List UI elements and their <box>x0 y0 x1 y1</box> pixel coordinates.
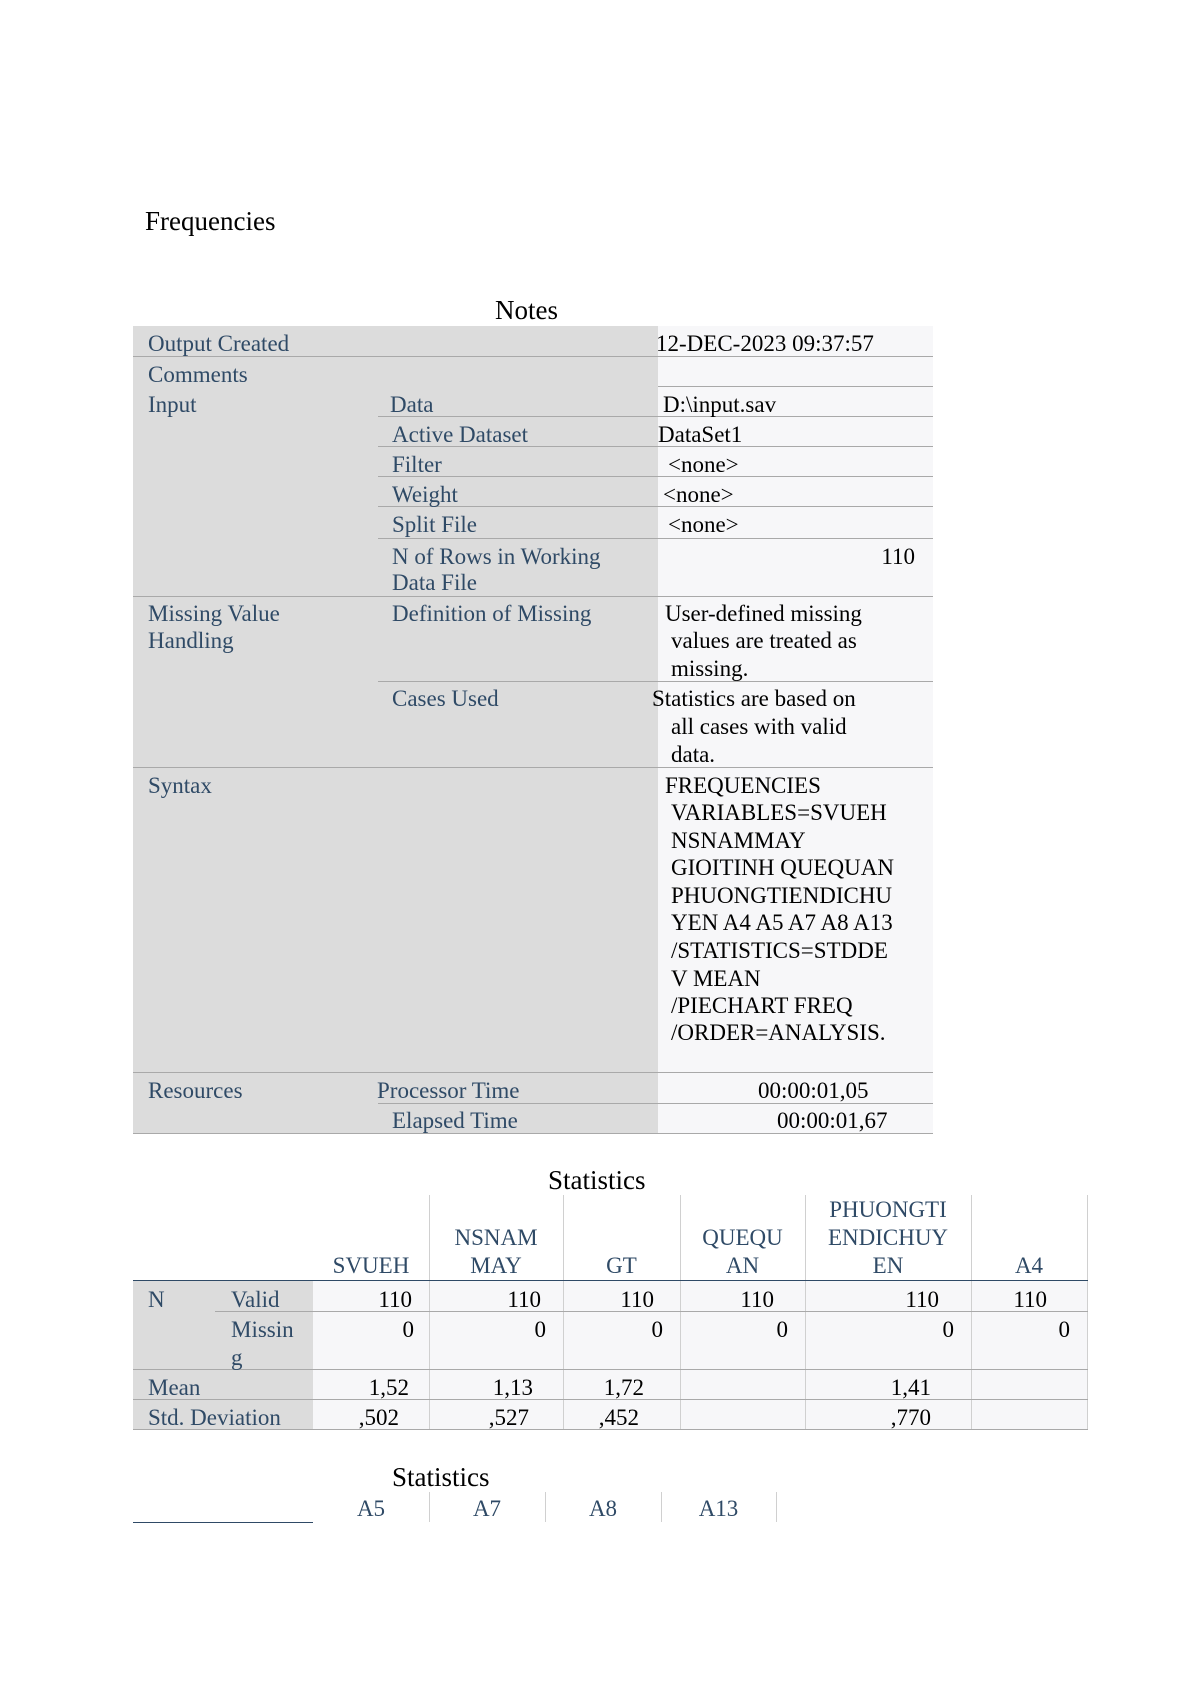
value-cases-used-line: all cases with valid <box>671 714 847 739</box>
value-cases-used-line: Statistics are based on <box>652 686 856 711</box>
label-syntax: Syntax <box>148 773 212 798</box>
syntax-line: /ORDER=ANALYSIS. <box>671 1020 886 1045</box>
syntax-line: PHUONGTIENDICHU <box>671 883 893 908</box>
cell-valid: 110 <box>740 1287 774 1312</box>
label-elapsed-time: Elapsed Time <box>392 1108 518 1133</box>
value-n-rows: 110 <box>881 544 915 569</box>
row-divider <box>378 506 933 507</box>
body-col-separator <box>1087 1281 1088 1430</box>
notes-title: Notes <box>495 295 558 325</box>
row-divider <box>133 596 933 597</box>
syntax-line: V MEAN <box>671 966 761 991</box>
cell-valid: 110 <box>905 1287 939 1312</box>
row-divider <box>133 1369 1088 1370</box>
cell-missing: 0 <box>776 1317 788 1342</box>
label-input: Input <box>148 392 197 417</box>
cell-std: ,502 <box>358 1405 399 1430</box>
value-processor-time: 00:00:01,05 <box>758 1078 869 1103</box>
value-definition-line: missing. <box>671 656 749 681</box>
cell-mean: 1,41 <box>890 1375 931 1400</box>
syntax-line: /STATISTICS=STDDE <box>671 938 888 963</box>
column-header: GT <box>606 1253 637 1278</box>
row-label-missing: Missin <box>231 1317 294 1342</box>
header-col-separator <box>776 1492 777 1522</box>
label-split-file: Split File <box>392 512 477 537</box>
syntax-line: FREQUENCIES <box>665 773 821 798</box>
label-missing-l2: Handling <box>148 628 234 653</box>
row-label-n: N <box>148 1287 165 1312</box>
row-divider <box>378 681 933 682</box>
label-definition-missing: Definition of Missing <box>392 601 592 626</box>
cell-missing: 0 <box>1058 1317 1070 1342</box>
column-header: AN <box>725 1253 760 1278</box>
cell-std: ,770 <box>890 1405 931 1430</box>
label-cases-used: Cases Used <box>392 686 499 711</box>
label-n-rows-l2: Data File <box>392 570 477 595</box>
label-weight: Weight <box>392 482 458 507</box>
column-header: PHUONGTI <box>829 1197 947 1222</box>
cell-valid: 110 <box>378 1287 412 1312</box>
column-header: A5 <box>356 1496 386 1521</box>
label-processor-time: Processor Time <box>377 1078 520 1103</box>
cell-std: ,527 <box>488 1405 529 1430</box>
syntax-line: GIOITINH QUEQUAN <box>671 855 894 880</box>
header-col-separator <box>1087 1195 1088 1280</box>
column-header: A4 <box>1014 1253 1044 1278</box>
value-output-created: 12-DEC-2023 09:37:57 <box>656 331 874 356</box>
value-active-dataset: DataSet1 <box>658 422 743 447</box>
row-label-mean: Mean <box>148 1375 201 1400</box>
label-resources: Resources <box>148 1078 243 1103</box>
cell-missing: 0 <box>402 1317 414 1342</box>
row-divider <box>378 416 933 417</box>
value-definition-line: User-defined missing <box>665 601 862 626</box>
label-n-rows-l1: N of Rows in Working <box>392 544 601 569</box>
value-cases-used-line: data. <box>671 742 716 767</box>
syntax-line: VARIABLES=SVUEH <box>671 800 887 825</box>
statistics-title-1: Statistics <box>548 1165 646 1195</box>
row-divider <box>133 1072 933 1073</box>
cell-missing: 0 <box>651 1317 663 1342</box>
column-header: A8 <box>588 1496 618 1521</box>
label-output-created: Output Created <box>148 331 290 356</box>
row-divider <box>378 476 933 477</box>
cell-valid: 110 <box>1013 1287 1047 1312</box>
value-weight: <none> <box>663 482 734 507</box>
value-filter: <none> <box>668 452 739 477</box>
label-filter: Filter <box>392 452 442 477</box>
column-header: SVUEH <box>332 1253 410 1278</box>
row-label-valid: Valid <box>231 1287 280 1312</box>
row-divider <box>133 767 933 768</box>
value-split-file: <none> <box>668 512 739 537</box>
cell-mean: 1,52 <box>368 1375 409 1400</box>
column-header: EN <box>872 1253 904 1278</box>
cell-mean: 1,72 <box>603 1375 644 1400</box>
label-data: Data <box>390 392 434 417</box>
header-underline <box>133 1522 313 1523</box>
column-header: MAY <box>470 1253 522 1278</box>
cell-missing: 0 <box>534 1317 546 1342</box>
cell-valid: 110 <box>507 1287 541 1312</box>
column-header: NSNAM <box>454 1225 538 1250</box>
row-label-std-deviation: Std. Deviation <box>148 1405 281 1430</box>
cell-std: ,452 <box>598 1405 639 1430</box>
column-header: QUEQU <box>702 1225 783 1250</box>
cell-valid: 110 <box>620 1287 654 1312</box>
value-elapsed-time: 00:00:01,67 <box>777 1108 888 1133</box>
label-comments: Comments <box>148 362 248 387</box>
column-header: A13 <box>698 1496 739 1521</box>
row-label-missing: g <box>231 1345 243 1370</box>
syntax-line: YEN A4 A5 A7 A8 A13 <box>671 910 893 935</box>
row-divider <box>658 386 933 387</box>
label-missing-l1: Missing Value <box>148 601 280 626</box>
label-active-dataset: Active Dataset <box>392 422 529 447</box>
value-definition-line: values are treated as <box>671 628 857 653</box>
value-data: D:\input.sav <box>663 392 777 417</box>
page-heading: Frequencies <box>145 206 276 236</box>
column-header: ENDICHUY <box>827 1225 949 1250</box>
cell-mean: 1,13 <box>492 1375 533 1400</box>
syntax-line: NSNAMMAY <box>671 828 806 853</box>
cell-missing: 0 <box>942 1317 954 1342</box>
statistics-title-2: Statistics <box>392 1462 490 1492</box>
row-divider <box>378 538 933 539</box>
column-header: A7 <box>472 1496 502 1521</box>
syntax-line: /PIECHART FREQ <box>671 993 853 1018</box>
